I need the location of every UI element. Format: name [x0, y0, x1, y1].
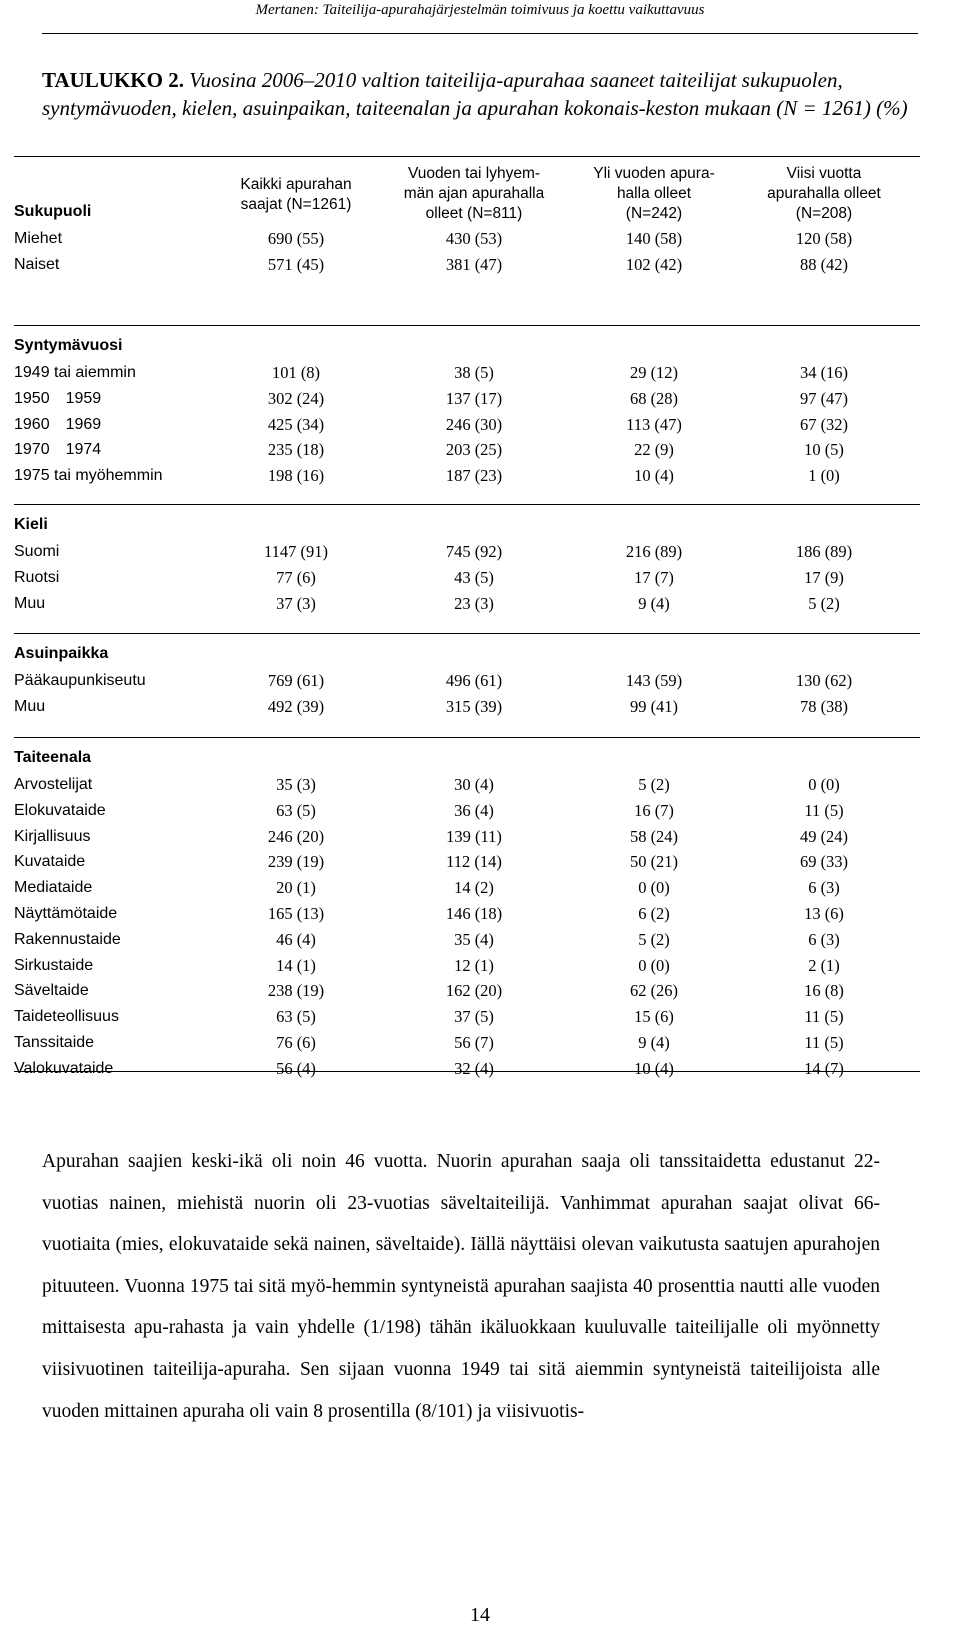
table-cell: 17 (7): [634, 567, 674, 587]
table-cell: 88 (42): [799, 254, 849, 274]
section-divider-rule: [14, 325, 920, 326]
section-divider-rule: [14, 633, 920, 634]
table-cell: 0 (0): [638, 955, 670, 975]
table-cell: 162 (20): [445, 981, 503, 1001]
table-row-label: Mediataide: [14, 879, 93, 897]
table-row-label: Valokuvataide: [14, 1059, 114, 1077]
table-row-label: 1970 1974: [14, 441, 102, 459]
table-cell: 11 (5): [804, 800, 844, 820]
table-cell: 235 (18): [267, 440, 325, 460]
table-cell: 187 (23): [445, 466, 503, 486]
table-cell: 13 (6): [804, 904, 844, 923]
section-divider-rule: [14, 504, 920, 505]
table-bottom-rule: [14, 1071, 920, 1072]
table-cell: 5 (2): [808, 593, 840, 613]
table-cell: 63 (5): [276, 1007, 316, 1027]
table-row-label: 1960 1969: [14, 415, 102, 433]
table-cell: 22 (9): [634, 440, 674, 460]
table-cell: 769 (61): [267, 671, 325, 690]
table-row-label: 1950 1959: [14, 389, 102, 407]
table-cell: 37 (3): [276, 593, 316, 613]
table-cell: 425 (34): [267, 414, 325, 434]
table-row-label: 1949 tai aiemmin: [14, 364, 136, 381]
table-cell: 102 (42): [625, 254, 683, 274]
table-cell: 46 (4): [276, 929, 316, 949]
table-row-label: 1975 tai myöhemmin: [14, 467, 163, 485]
body-paragraph: Apurahan saajien keski-ikä oli noin 46 vuotta. Nuorin apurahan saaja oli tanssitaidetta edustanut 22-vuotias nainen, miehistä nuorin oli 23-vuotias säveltaiteilijä. Vanhimmat apurahan saajat olivat 66-vuotiaita (mies, elokuvataide sekä nainen, säveltaide). Iällä näyttäisi olevan vaikutusta saatujen apurahojen pituuteen. Vuonna 1975 tai sitä myö-hemmin syntyneistä apurahan saajista 40 prosenttia nautti alle vuoden mittaisesta apu-rahasta ja vain yhdelle (1/198) tähän ikäluokkaan kuuluvalle taiteilijalle oli myönnetty viisivuotinen taiteilija-apuraha. Sen sijaan vuonna 1949 tai sitä aiemmin syntyneistä taiteilijoista alle vuoden mittainen apuraha oli vain 8 prosentilla (8/101) ja viisivuotis-: [42, 1151, 880, 1422]
table-cell: 113 (47): [626, 414, 682, 434]
table-cell: 5 (2): [638, 775, 670, 794]
table-row-label: Pääkaupunkiseutu: [14, 672, 146, 689]
table-row-label: Muu: [14, 594, 46, 612]
table-cell: 143 (59): [625, 671, 683, 690]
table-cell: 15 (6): [634, 1007, 674, 1027]
table-cell: 6 (3): [808, 929, 840, 949]
table-cell: 62 (26): [629, 981, 679, 1001]
table-cell: 10 (4): [634, 1058, 674, 1078]
table-cell: 146 (18): [445, 904, 503, 923]
table-row-label: Arvostelijat: [14, 776, 93, 793]
table-cell: 5 (2): [638, 929, 670, 949]
column-header: Vuoden tai lyhyem- män ajan apurahalla olleet (N=811): [403, 165, 545, 222]
table-cell: 238 (19): [267, 981, 325, 1001]
table-cell: 203 (25): [445, 440, 503, 460]
table-cell: 2 (1): [808, 955, 840, 975]
table-row-label: Miehet: [14, 230, 63, 247]
table-cell: 36 (4): [454, 800, 494, 820]
table-cell: 0 (0): [638, 878, 670, 898]
table-cell: 381 (47): [445, 254, 503, 274]
table-row-label: Suomi: [14, 543, 60, 560]
table-cell: 14 (1): [276, 955, 316, 975]
table-cell: 1147 (91): [263, 542, 328, 561]
table-cell: 9 (4): [638, 593, 670, 613]
table-cell: 76 (6): [276, 1033, 316, 1052]
table-cell: 23 (3): [454, 593, 494, 613]
table-cell: 97 (47): [799, 388, 849, 408]
table-row-label: Säveltaide: [14, 982, 89, 1000]
table-cell: 14 (2): [454, 878, 494, 898]
caption-label: TAULUKKO 2.: [42, 68, 184, 92]
table-row-label: Naiset: [14, 255, 60, 273]
table-cell: 137 (17): [445, 388, 503, 408]
table-cell: 140 (58): [625, 229, 683, 248]
column-header: Kaikki apurahan saajat (N=1261): [240, 176, 352, 213]
section-divider-rule: [14, 737, 920, 738]
table-row-label: Kuvataide: [14, 853, 86, 871]
table-cell: 17 (9): [804, 567, 844, 587]
table-cell: 246 (30): [445, 414, 503, 434]
table-cell: 186 (89): [795, 542, 853, 561]
table-cell: 20 (1): [276, 878, 316, 898]
table-cell: 35 (3): [276, 775, 316, 794]
table-cell: 130 (62): [795, 671, 853, 690]
table-cell: 38 (5): [454, 363, 494, 382]
section-heading: Syntymävuosi: [14, 337, 123, 354]
table-cell: 315 (39): [445, 696, 503, 716]
table-cell: 12 (1): [454, 955, 494, 975]
table-cell: 68 (28): [629, 388, 679, 408]
section-heading: Asuinpaikka: [14, 645, 109, 662]
column-header: Yli vuoden apura- halla olleet (N=242): [593, 165, 715, 222]
table-cell: 1 (0): [808, 466, 840, 486]
table-cell: 50 (21): [629, 852, 679, 872]
table-cell: 302 (24): [267, 388, 325, 408]
table-cell: 239 (19): [267, 852, 325, 872]
section-heading: Kieli: [14, 516, 48, 533]
table-cell: 37 (5): [454, 1007, 494, 1027]
table-cell: 9 (4): [638, 1033, 670, 1052]
table-cell: 745 (92): [445, 542, 503, 561]
table-cell: 112 (14): [446, 852, 502, 872]
table-cell: 56 (7): [454, 1033, 494, 1052]
table-cell: 216 (89): [625, 542, 683, 561]
table-cell: 492 (39): [267, 696, 325, 716]
section-heading: Sukupuoli: [14, 203, 92, 220]
table-cell: 139 (11): [446, 826, 502, 846]
table-cell: 58 (24): [629, 826, 679, 846]
column-header: Viisi vuotta apurahalla olleet (N=208): [767, 165, 881, 222]
table-cell: 78 (38): [799, 696, 849, 716]
table-row-label: Rakennustaide: [14, 930, 121, 948]
table-cell: 69 (33): [799, 852, 849, 872]
page-number: 14: [470, 1604, 490, 1626]
table-row-label: Elokuvataide: [14, 801, 106, 819]
table-row-label: Kirjallisuus: [14, 827, 91, 845]
table-cell: 690 (55): [267, 229, 325, 248]
table-cell: 0 (0): [808, 775, 840, 794]
table-row-label: Tanssitaide: [14, 1034, 95, 1051]
table-cell: 34 (16): [799, 363, 849, 382]
table-cell: 6 (2): [638, 904, 670, 923]
table-cell: 571 (45): [267, 254, 325, 274]
table-cell: 35 (4): [454, 929, 494, 949]
table-cell: 246 (20): [267, 826, 325, 846]
table-cell: 430 (53): [445, 229, 503, 248]
table-cell: 11 (5): [804, 1007, 844, 1027]
table-cell: 63 (5): [276, 800, 316, 820]
table-cell: 29 (12): [629, 363, 679, 382]
table-cell: 11 (5): [804, 1033, 844, 1052]
table-cell: 10 (5): [804, 440, 844, 460]
table-cell: 99 (41): [629, 696, 679, 716]
running-header: Mertanen: Taiteilija-apurahajärjestelmän toimivuus ja koettu vaikuttavuus: [255, 2, 705, 18]
table-cell: 43 (5): [454, 567, 494, 587]
table-cell: 56 (4): [276, 1058, 316, 1078]
table-cell: 198 (16): [267, 466, 325, 486]
table-row-label: Näyttämötaide: [14, 905, 118, 922]
table-cell: 16 (7): [634, 800, 674, 820]
table-row-label: Sirkustaide: [14, 956, 94, 974]
table-cell: 165 (13): [267, 904, 325, 923]
table-cell: 49 (24): [799, 826, 849, 846]
table-cell: 16 (8): [804, 981, 844, 1001]
table-cell: 6 (3): [808, 878, 840, 898]
table-row-label: Muu: [14, 697, 46, 715]
table-cell: 32 (4): [454, 1058, 494, 1078]
table-cell: 120 (58): [795, 229, 853, 248]
table-cell: 496 (61): [445, 671, 503, 690]
table-cell: 101 (8): [271, 363, 321, 382]
table-cell: 14 (7): [804, 1058, 844, 1078]
table-cell: 10 (4): [634, 466, 674, 486]
table-row-label: Ruotsi: [14, 568, 60, 586]
table-cell: 67 (32): [799, 414, 849, 434]
caption-text: Vuosina 2006–2010 valtion taiteilija-apurahaa saaneet taiteilijat sukupuolen, syntymävuoden, kielen, asuinpaikan, taiteenalan ja apurahan kokonais-keston mukaan (N = 1261) (%): [42, 68, 908, 120]
section-heading: Taiteenala: [14, 749, 92, 766]
table-cell: 30 (4): [454, 775, 494, 794]
table-top-rule: [14, 156, 920, 157]
table-cell: 77 (6): [276, 567, 316, 587]
table-row-label: Taideteollisuus: [14, 1008, 119, 1026]
